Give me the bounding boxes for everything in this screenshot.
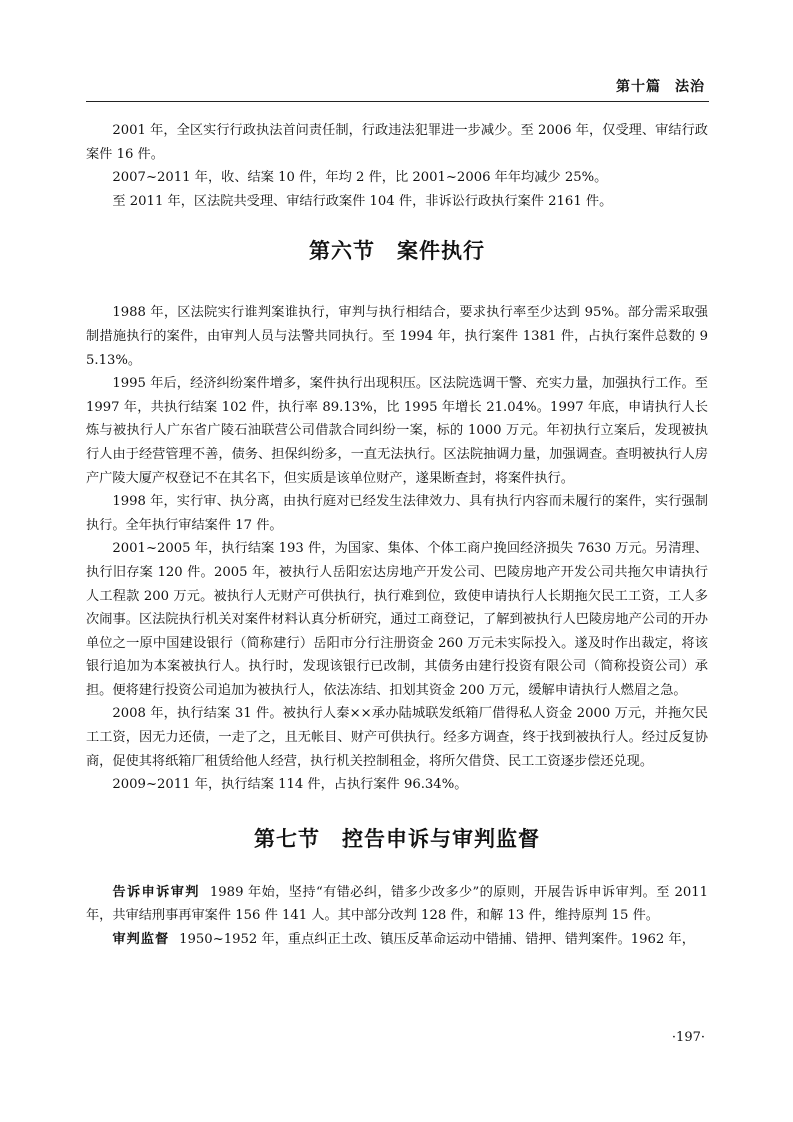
paragraph-text: 1989 年始，坚持“有错必纠，错多少改多少”的原则，开展告诉申诉审判。至 2011 年，共审结刑事再审案件 156 件 141 人。其中部分改判 128 件，和解 13 件，维持原判 15 件。	[86, 884, 708, 924]
header-title: 法治	[675, 79, 705, 95]
paragraph	[86, 881, 708, 928]
paragraph: 2009~2011 年，执行结案 114 件，占执行案件 96.34%。	[112, 777, 468, 793]
paragraph: 1995 年后，经济纠纷案件增多，案件执行出现积压。区法院选调干警、充实力量，加强执行工作。至 1997 年，共执行结案 102 件，执行率 89.13%，比 1995 年增长 21.04%。1997 年底，申请执行人长炼与被执行人广东省广陵石油联营公司借款合同纠纷一案，标的 1000 万元。年初执行立案后，发现被执行人由于经营管理不善，债务、担保纠纷多，一直无法执行。区法院抽调力量，加强调查。查明被执行人房产广陵大厦产权登记不在其名下，但实质是该单位财产，遂果断查封，将案件执行。	[86, 376, 708, 486]
paragraph: 2001~2005 年，执行结案 193 件，为国家、集体、个体工商户挽回经济损失 7630 万元。另清理、执行旧存案 120 件。2005 年，被执行人岳阳宏达房地产开发公司、巴陵房地产开发公司共拖欠申请执行人工程款 200 万元。被执行人无财产可供执行，执行难到位，致使申请执行人长期拖欠民工工资，工人多次闹事。区法院执行机关对案件材料认真分析研究，通过工商登记，了解到被执行人巴陵房地产公司的开办单位之一原中国建设银行（简称建行）岳阳市分行注册资金 260 万元未实际投入。遂及时作出裁定，将该银行追加为本案被执行人。执行时，发现该银行已改制，其债务由建行投资有限公司（简称投资公司）承担。便将建行投资公司追加为被执行人，依法冻结、扣划其资金 200 万元，缓解申请执行人燃眉之急。	[86, 541, 708, 698]
page-number: ·197·	[671, 1030, 705, 1045]
section-6-title	[86, 235, 708, 265]
section-6-name: 案件执行	[397, 239, 485, 264]
paragraph: 1998 年，实行审、执分离，由执行庭对已经发生法律效力、具有执行内容而未履行的案件，实行强制执行。全年执行审结案件 17 件。	[86, 494, 708, 533]
paragraph-text: 1950~1952 年，重点纠正土改、镇压反革命运动中错捕、错押、错判案件。1962 年，	[179, 932, 695, 948]
paragraph: 2008 年，执行结案 31 件。被执行人秦××承办陆城联发纸箱厂借得私人资金 2000 万元，并拖欠民工工资，因无力还债，一走了之，且无帐目、财产可供执行。经多方调查，终于找到被执行人。经过反复协商，促使其将纸箱厂租赁给他人经营，执行机关控制租金，将所欠借贷、民工工资逐步偿还兑现。	[86, 706, 708, 769]
section-7-number: 第七节	[254, 826, 320, 851]
header-rule	[86, 101, 709, 102]
paragraph: 2007~2011 年，收、结案 10 件，年均 2 件，比 2001~2006 年年均减少 25%。	[112, 170, 608, 186]
run-in-heading: 告诉申诉审判	[112, 884, 200, 900]
paragraph: 1988 年，区法院实行谁判案谁执行，审判与执行相结合，要求执行率至少达到 95%。部分需采取强制措施执行的案件，由审判人员与法警共同执行。至 1994 年，执行案件 1381 件，占执行案件总数的 95.13%。	[86, 305, 708, 368]
run-in-heading: 审判监督	[112, 932, 170, 948]
section-6-number: 第六节	[309, 239, 375, 264]
paragraph	[86, 928, 708, 952]
running-header	[616, 76, 705, 96]
header-chapter: 第十篇	[616, 79, 661, 95]
section-7-name: 控告申诉与审判监督	[342, 826, 540, 851]
section-7-title	[86, 823, 708, 853]
paragraph: 至 2011 年，区法院共受理、审结行政案件 104 件，非诉讼行政执行案件 2161 件。	[112, 193, 613, 209]
paragraph: 2001 年，全区实行行政执法首问责任制，行政违法犯罪进一步减少。至 2006 年，仅受理、审结行政案件 16 件。	[86, 123, 708, 162]
page-body	[86, 119, 708, 952]
